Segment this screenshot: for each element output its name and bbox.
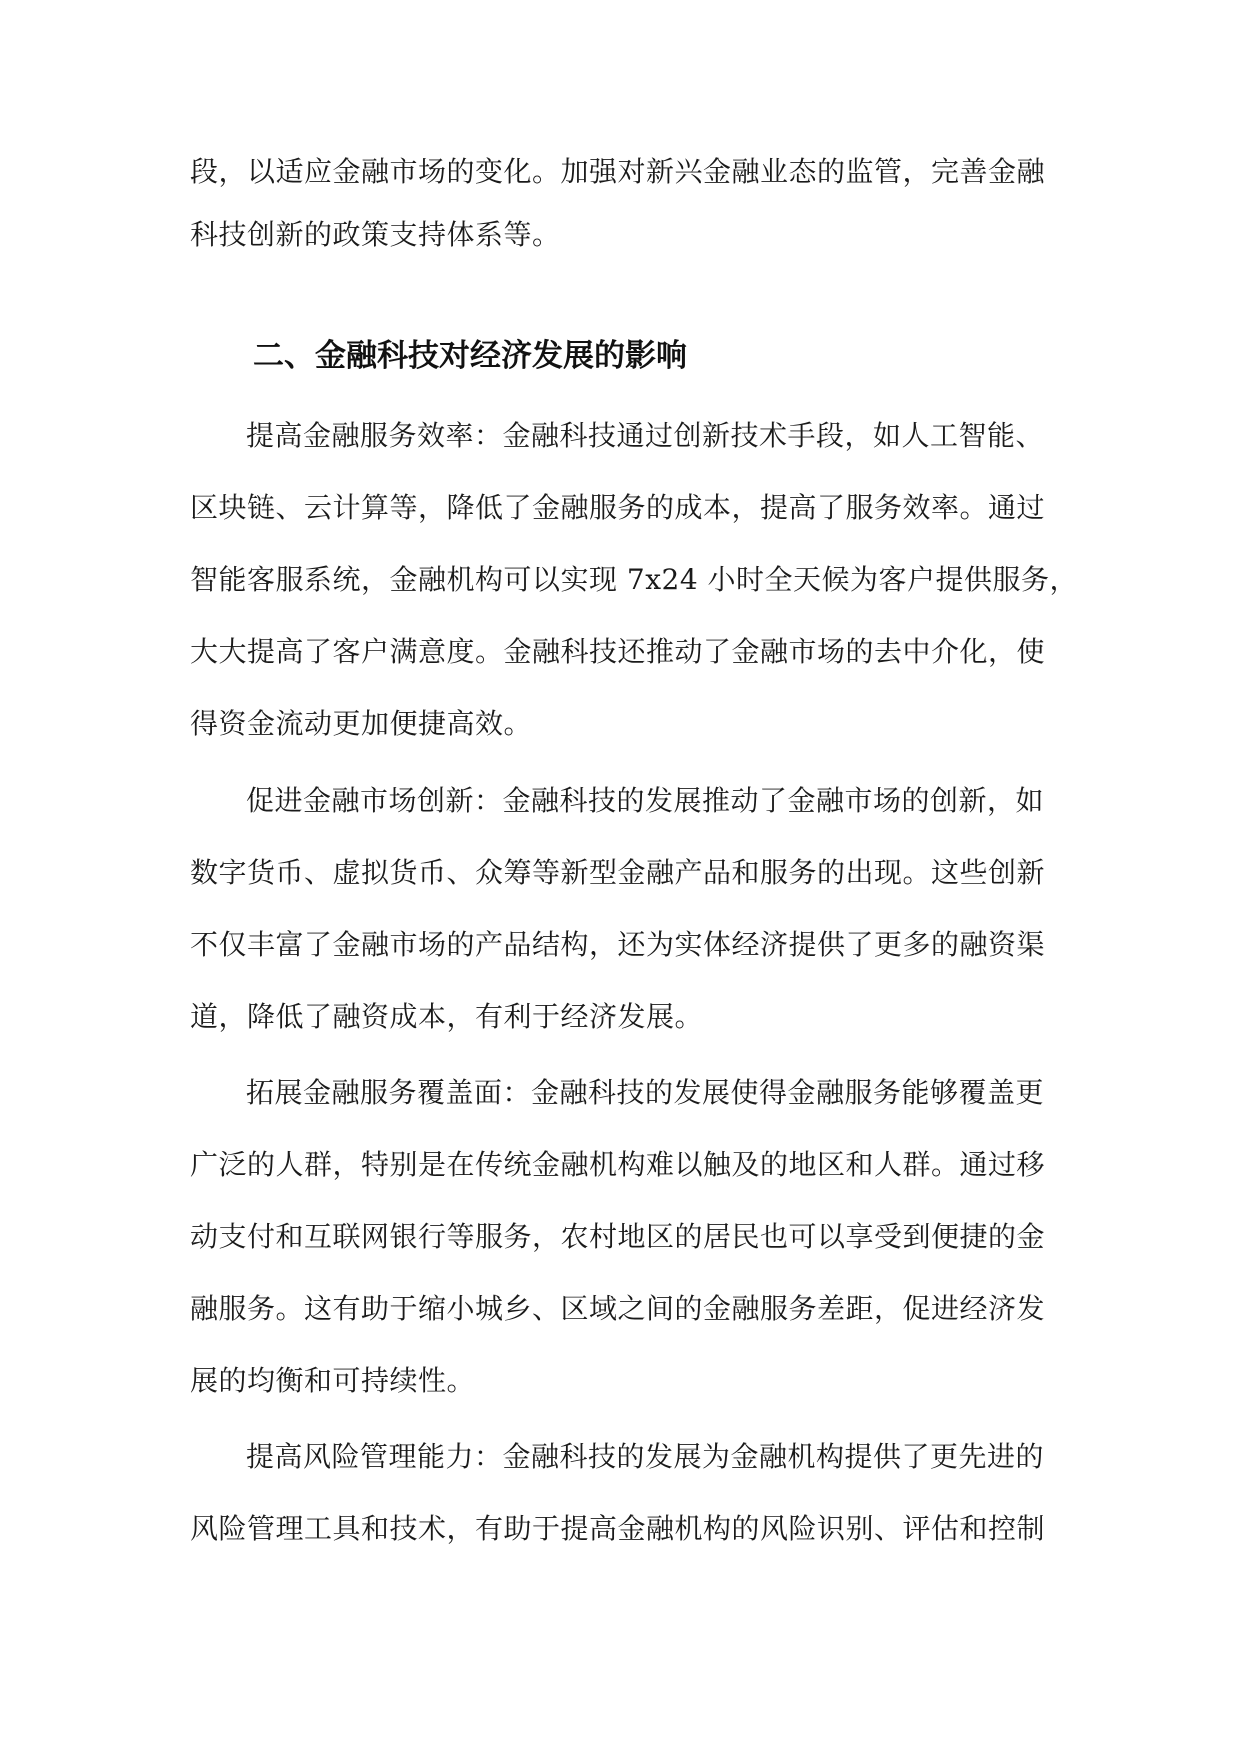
paragraph-line: 道，降低了融资成本，有利于经济发展。 (190, 1000, 704, 1033)
paragraph-line: 不仅丰富了金融市场的产品结构，还为实体经济提供了更多的融资渠 (190, 928, 1046, 961)
paragraph-line: 提高金融服务效率：金融科技通过创新技术手段，如人工智能、 (246, 419, 1045, 452)
paragraph-line: 得资金流动更加便捷高效。 (190, 707, 533, 740)
intro-line: 段，以适应金融市场的变化。加强对新兴金融业态的监管，完善金融 (190, 155, 1046, 188)
paragraph-line: 拓展金融服务覆盖面：金融科技的发展使得金融服务能够覆盖更 (246, 1076, 1045, 1109)
paragraph-line: 展的均衡和可持续性。 (190, 1364, 476, 1397)
paragraph-line: 提高风险管理能力：金融科技的发展为金融机构提供了更先进的 (246, 1440, 1045, 1473)
paragraph-line: 融服务。这有助于缩小城乡、区域之间的金融服务差距，促进经济发 (190, 1292, 1046, 1325)
paragraph-line: 广泛的人群，特别是在传统金融机构难以触及的地区和人群。通过移 (190, 1148, 1046, 1181)
paragraph-line: 促进金融市场创新：金融科技的发展推动了金融市场的创新，如 (246, 784, 1045, 817)
paragraph-line: 智能客服系统，金融机构可以实现 7x24 小时全天候为客户提供服务， (190, 563, 1079, 596)
paragraph-line: 动支付和互联网银行等服务，农村地区的居民也可以享受到便捷的金 (190, 1220, 1046, 1253)
intro-line: 科技创新的政策支持体系等。 (190, 218, 561, 251)
paragraph-line: 区块链、云计算等，降低了金融服务的成本，提高了服务效率。通过 (190, 491, 1046, 524)
section-heading: 二、金融科技对经济发展的影响 (253, 338, 687, 374)
paragraph-line: 大大提高了客户满意度。金融科技还推动了金融市场的去中介化，使 (190, 635, 1046, 668)
paragraph-line: 数字货币、虚拟货币、众筹等新型金融产品和服务的出现。这些创新 (190, 856, 1046, 889)
paragraph-line: 风险管理工具和技术，有助于提高金融机构的风险识别、评估和控制 (190, 1512, 1046, 1545)
